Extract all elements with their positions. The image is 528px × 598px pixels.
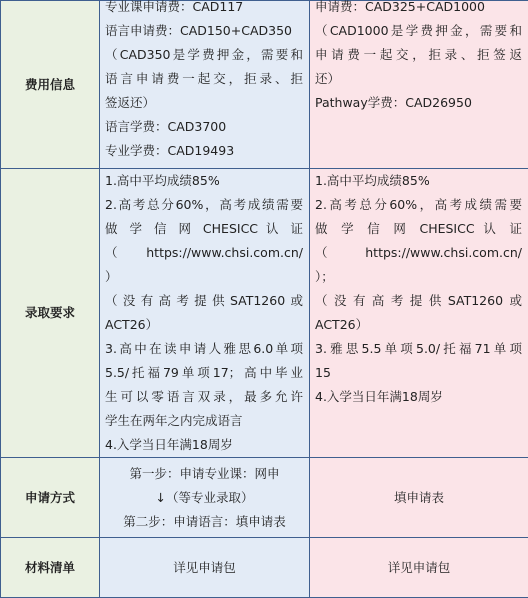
fees-cell-language-path (100, 1, 310, 169)
table-row-fees (1, 1, 528, 169)
text-line: ）； (315, 269, 334, 284)
text-line: 1.高中平均成绩85% (105, 173, 220, 188)
text-line: 申请费一起交，拒录、拒签返 (315, 47, 522, 62)
text-line: 3.高中在读申请人雅思6.0单项 (105, 341, 303, 356)
text-line: （ https://www.chsi.com.cn/ (105, 245, 303, 260)
text-line: （没有高考提供SAT1260或 (105, 293, 303, 308)
text-line: （没有高考提供SAT1260或 (315, 293, 522, 308)
text-line: （ https://www.chsi.com.cn/ (315, 245, 522, 260)
text-line: Pathway学费：CAD26950 (315, 95, 472, 110)
text-line: ACT26） (315, 317, 369, 332)
materials-cell-language-path: 详见申请包 (100, 538, 310, 598)
text-line: （CAD1000是学费押金，需要和 (315, 23, 522, 38)
text-line: 语言申请费一起交，拒录、拒 (105, 71, 303, 86)
text-line: 专业课申请费：CAD117 (105, 0, 244, 14)
text-line: 签返还） (105, 95, 156, 110)
text-line: 填申请表 (393, 489, 444, 505)
row-label-requirements: 录取要求 (1, 169, 100, 458)
row-label-application-method: 申请方式 (1, 458, 100, 538)
table-row-application-method (1, 458, 528, 538)
text-line: 做 学 信 网 CHESICC 认 证 (315, 221, 522, 236)
text-line: 1.高中平均成绩85% (315, 173, 430, 188)
text-line: 3.雅思5.5单项5.0/托福71单项 (315, 341, 522, 356)
row-label-materials: 材料清单 (1, 538, 100, 598)
fees-cell-pathway (310, 1, 528, 169)
text-line: 5.5/托福79单项17；高中毕业 (105, 365, 303, 380)
text-line: ↓（等专业录取） (155, 489, 254, 505)
text-line: 15 (315, 365, 331, 380)
text-line: 专业学费：CAD19493 (105, 143, 235, 158)
text-line: 第一步：申请专业课：网申 (129, 465, 280, 481)
requirements-cell-pathway (310, 169, 528, 458)
text-line: 学生在两年之内完成语言 (105, 413, 243, 428)
text-line: 第二步：申请语言：填申请表 (123, 513, 286, 529)
table-row-requirements (1, 169, 528, 458)
row-label-fees: 费用信息 (1, 1, 100, 169)
application-cell-pathway (310, 458, 528, 538)
table-row-materials (1, 538, 528, 598)
text-line: 生可以零语言双录，最多允许 (105, 389, 303, 404)
text-line: 申请费：CAD325+CAD1000 (315, 0, 485, 14)
requirements-cell-language-path (100, 169, 310, 458)
text-line: （CAD350是学费押金，需要和 (105, 47, 303, 62)
text-line: 还） (315, 71, 341, 86)
text-line: 2.高考总分60%，高考成绩需要 (315, 197, 522, 212)
text-line: 2.高考总分60%，高考成绩需要 (105, 197, 303, 212)
text-line: ACT26） (105, 317, 159, 332)
application-cell-language-path (100, 458, 310, 538)
materials-cell-pathway: 详见申请包 (310, 538, 528, 598)
text-line: 做 学 信 网 CHESICC 认 证 (105, 221, 303, 236)
text-line: ） (105, 269, 118, 284)
text-line: 语言学费：CAD3700 (105, 119, 227, 134)
text-line: 4.入学当日年满18周岁 (315, 389, 443, 404)
text-line: 4.入学当日年满18周岁 (105, 437, 233, 452)
text-line: 语言申请费：CAD150+CAD350 (105, 23, 292, 38)
